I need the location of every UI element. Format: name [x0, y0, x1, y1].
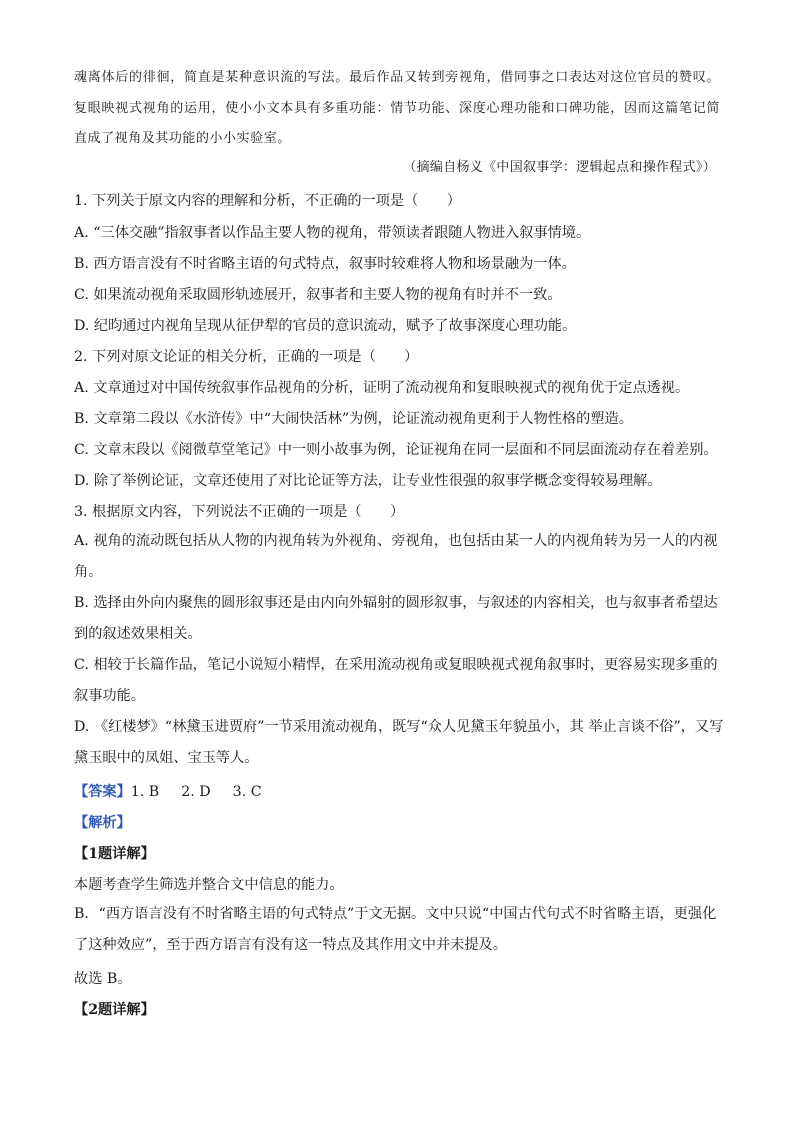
question-1-option-a: A. “三体交融”指叙事者以作品主要人物的视角，带领读者跟随人物进入叙事情境。	[74, 225, 591, 241]
q1-detail-body: B．“西方语言没有不时省略主语的句式特点”于文无据。文中只说“中国古代句式不时省略主语，更强化了这种效应”，至于西方语言有没有这一特点及其作用文中并未提及。	[74, 906, 717, 953]
answer-item-1: 1. B	[130, 784, 160, 800]
question-2-option-d: D. 除了举例论证，文章还使用了对比论证等方法，让专业性很强的叙事学概念变得较易理解。	[74, 473, 662, 489]
question-3-option-b: B. 选择由外向内聚焦的圆形叙事还是由内向外辐射的圆形叙事，与叙述的内容相关，也与叙事者希望达到的叙述效果相关。	[74, 595, 718, 642]
source-citation: （摘编自杨义《中国叙事学：逻辑起点和操作程式》）	[403, 160, 716, 175]
analysis-label: 【解析】	[74, 815, 131, 831]
question-1-option-b: B. 西方语言没有不时省略主语的句式特点，叙事时较难将人物和场景融为一体。	[74, 256, 576, 272]
answer-item-2: 2. D	[181, 784, 211, 800]
question-2-option-a: A. 文章通过对中国传统叙事作品视角的分析，证明了流动视角和复眼映视式的视角优于定点透视。	[74, 380, 690, 396]
question-1-option-d: D. 纪昀通过内视角呈现从征伊犁的官员的意识流动，赋予了故事深度心理功能。	[74, 318, 577, 334]
question-3-option-c: C. 相较于长篇作品，笔记小说短小精悍，在采用流动视角或复眼映视式视角叙事时，更容易实现多重的叙事功能。	[74, 657, 718, 704]
question-1-stem: 1. 下列关于原文内容的理解和分析，不正确的一项是（ ）	[74, 193, 461, 209]
q1-detail-intro: 本题考查学生筛选并整合文中信息的能力。	[74, 877, 344, 893]
answer-line	[74, 781, 724, 801]
question-1-option-c: C. 如果流动视角采取圆形轨迹展开，叙事者和主要人物的视角有时并不一致。	[74, 287, 562, 303]
intro-paragraph: 魂离体后的徘徊，简直是某种意识流的写法。最后作品又转到旁视角，借同事之口表达对这位官员的赞叹。复眼映视式视角的运用，使小小文本具有多重功能：情节功能、深度心理功能和口碑功能，因而这篇笔记简直成了视角及其功能的小小实验室。	[74, 70, 720, 146]
question-2-stem: 2. 下列对原文论证的相关分析，正确的一项是（ ）	[74, 349, 419, 365]
question-2-option-c: C. 文章末段以《阅微草堂笔记》中一则小故事为例，论证视角在同一层面和不同层面流动存在着差别。	[74, 442, 718, 458]
answer-item-3: 3. C	[232, 784, 262, 800]
answer-label: 【答案】	[74, 784, 131, 800]
question-3-option-a: A. 视角的流动既包括从人物的内视角转为外视角、旁视角，也包括由某一人的内视角转为另一人的内视角。	[74, 533, 718, 580]
question-3-stem: 3. 根据原文内容，下列说法不正确的一项是（ ）	[74, 504, 405, 520]
question-2-option-b: B. 文章第二段以《水浒传》中“大闹快活林”为例，论证流动视角更利于人物性格的塑造。	[74, 411, 633, 427]
question-3-option-d: D. 《红楼梦》“林黛玉进贾府”一节采用流动视角，既写“众人见黛玉年貌虽小，其 举止言谈不俗”，又写黛玉眼中的凤姐、宝玉等人。	[74, 719, 724, 766]
q1-detail-conclusion: 故选 B。	[74, 971, 132, 987]
q2-detail-heading: 【2题详解】	[74, 1002, 155, 1018]
q1-detail-heading: 【1题详解】	[74, 846, 155, 862]
